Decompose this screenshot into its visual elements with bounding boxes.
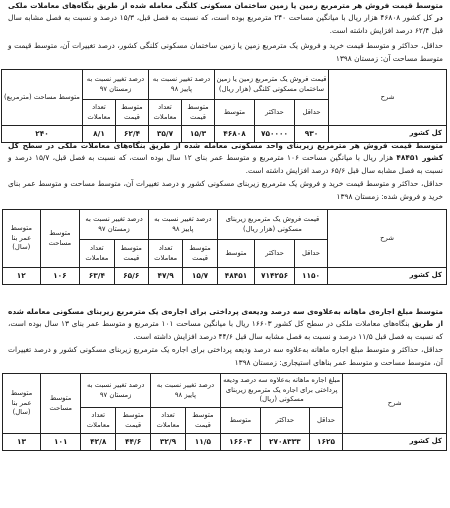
header-max: حداکثر bbox=[255, 100, 295, 126]
header-pct-winter: درصد تغییر نسبت به زمستان ۹۷ bbox=[82, 70, 148, 100]
header-avg-area: متوسط مساحت bbox=[41, 374, 81, 434]
cell-avg: ۴۸۴۵۱ bbox=[217, 268, 255, 285]
cell-avg-area: ۱۰۶ bbox=[40, 268, 80, 285]
section-rent-price bbox=[2, 306, 447, 451]
row-label: کل کشور bbox=[328, 268, 447, 285]
cell-pct-autumn-trans: ۳۲/۹ bbox=[151, 434, 186, 451]
header-num-trans: تعداد معاملات bbox=[82, 100, 115, 126]
paragraph-body: هزار ریال با میانگین مساحت ۱۰۶ مترمربع و متوسط عمر بنای ۱۲ سال بوده است، که نسبت به فصل قبل، ۱۵/۷ درصد و نسبت به فصل مشابه سال قبل ۶۵/۶ درصد افزایش داشته است. bbox=[8, 153, 443, 175]
header-avg-price: متوسط قیمت bbox=[182, 100, 215, 126]
cell-pct-winter-trans: ۶۳/۴ bbox=[80, 268, 114, 285]
row-label: کل کشور bbox=[343, 434, 447, 451]
header-avg-price: متوسط قیمت bbox=[185, 408, 220, 434]
paragraph-body: بنگاه‌های معاملات ملکی در سطح کل کشور ۱۶۶۰۳ ریال با میانگین مساحت ۱۰۱ مترمربع و متوسط عمر بنای ۱۳ سال بوده است، که نسبت به فصل قبل ۱۱/۵ درصد و نسبت به فصل مشابه سال قبل ۴۴/۶ درصد افزایش داشته است. bbox=[8, 319, 443, 341]
header-avg-age: متوسط عمر بنا (سال) bbox=[3, 210, 41, 268]
cell-max: ۲۷۰۸۳۳۳ bbox=[261, 434, 310, 451]
header-min: حداقل bbox=[295, 100, 329, 126]
land-price-table bbox=[1, 69, 447, 143]
cell-avg-age: ۱۲ bbox=[3, 268, 41, 285]
header-min: حداقل bbox=[309, 408, 343, 434]
header-avg-age: متوسط عمر بنا (سال) bbox=[3, 374, 41, 434]
header-avg-price: متوسط قیمت bbox=[116, 408, 151, 434]
table-caption: حداقل، حداکثر و متوسط مبلغ اجاره ماهانه به‌علاوه سه درصد ودیعه پرداختی برای اجاره یک مترمربع زیربنای مسکونی کشور و درصد تغییرات آن، متوسط مساحت و متوسط عمر بناهای استیجاری: زمستان ۱۳۹۸ bbox=[8, 345, 443, 367]
paragraph-title: متوسط مبلغ اجاره‌ی ماهانه به‌علاوه‌ی سه درصد ودیعه‌ی پرداختی برای اجاره‌ی یک مترمربع زیربنای مسکونی معامله شده از طریق bbox=[8, 307, 443, 329]
cell-pct-autumn-price: ۱۵/۳ bbox=[182, 126, 215, 143]
cell-pct-autumn-price: ۱۱/۵ bbox=[185, 434, 220, 451]
section-rent-price-paragraph bbox=[8, 306, 443, 343]
rent-price-table bbox=[2, 373, 447, 451]
header-price-group: مبلغ اجاره ماهانه به‌علاوه سه درصد ودیعه پرداختی برای اجاره یک مترمربع زیربنای مسکونی (ریال) bbox=[220, 374, 343, 408]
cell-min: ۱۱۵۰ bbox=[294, 268, 327, 285]
section-unit-price bbox=[2, 140, 447, 285]
header-avg-price: متوسط قیمت bbox=[183, 240, 217, 268]
header-sharh: شرح bbox=[328, 210, 447, 268]
header-max: حداکثر bbox=[255, 240, 295, 268]
cell-pct-autumn-trans: ۴۷/۹ bbox=[148, 268, 182, 285]
paragraph-body: کل کشور ۴۶۸۰۸ هزار ریال با میانگین مساحت ۲۴۰ مترمربع بوده است، که نسبت به فصل قبل، ۱۵/۳ درصد و نسبت به فصل مشابه سال قبل ۶۲/۴ درصد افزایش داشته است. bbox=[8, 13, 443, 35]
header-pct-winter: درصد تغییر نسبت به زمستان ۹۷ bbox=[81, 374, 151, 408]
table-row bbox=[3, 268, 447, 285]
cell-pct-winter-trans: ۸/۱ bbox=[82, 126, 115, 143]
cell-pct-winter-price: ۶۵/۶ bbox=[114, 268, 148, 285]
header-price-group: قیمت فروش یک مترمربع زیربنای مسکونی (هزار ریال) bbox=[217, 210, 327, 240]
section-unit-price-paragraph bbox=[8, 140, 443, 177]
header-pct-autumn: درصد تغییر نسبت به پاییز ۹۸ bbox=[148, 70, 214, 100]
header-num-trans: تعداد معاملات bbox=[81, 408, 116, 434]
header-avg: متوسط bbox=[217, 240, 255, 268]
header-pct-winter: درصد تغییر نسبت به زمستان ۹۷ bbox=[80, 210, 149, 240]
cell-pct-winter-trans: ۴۲/۸ bbox=[81, 434, 116, 451]
cell-pct-autumn-price: ۱۵/۷ bbox=[183, 268, 217, 285]
header-avg: متوسط bbox=[220, 408, 260, 434]
header-pct-autumn: درصد تغییر نسبت به پاییز ۹۸ bbox=[148, 210, 217, 240]
header-sharh: شرح bbox=[343, 374, 447, 434]
header-pct-autumn: درصد تغییر نسبت به پاییز ۹۸ bbox=[151, 374, 221, 408]
cell-pct-winter-price: ۴۴/۶ bbox=[116, 434, 151, 451]
cell-min: ۹۳۰ bbox=[295, 126, 329, 143]
cell-avg: ۴۶۸۰۸ bbox=[215, 126, 255, 143]
header-num-trans: تعداد معاملات bbox=[148, 100, 181, 126]
header-avg-price: متوسط قیمت bbox=[114, 240, 148, 268]
header-min: حداقل bbox=[294, 240, 327, 268]
header-avg-price: متوسط قیمت bbox=[115, 100, 148, 126]
header-avg: متوسط bbox=[215, 100, 255, 126]
cell-max: ۷۵۰۰۰۰ bbox=[255, 126, 295, 143]
paragraph-title: متوسط قیمت فروش هر مترمربع زیربنای واحد مسکونی معامله شده از طریق بنگاه‌های معاملات ملکی در سطح کل کشور ۴۸۴۵۱ bbox=[8, 141, 443, 163]
cell-max: ۷۱۴۲۵۶ bbox=[255, 268, 295, 285]
table-row bbox=[3, 434, 447, 451]
cell-avg-area: ۱۰۱ bbox=[41, 434, 81, 451]
cell-avg: ۱۶۶۰۳ bbox=[220, 434, 260, 451]
header-num-trans: تعداد معاملات bbox=[151, 408, 186, 434]
header-avg-area: متوسط مساحت (مترمربع) bbox=[1, 70, 82, 126]
table-caption: حداقل، حداکثر و متوسط قیمت خرید و فروش یک مترمربع زیربنای مسکونی کشور و درصد تغییرات آن، متوسط مساحت و متوسط عمر بنای خرید و فروش شده: زمستان ۱۳۹۸ bbox=[8, 179, 443, 201]
cell-avg-age: ۱۳ bbox=[3, 434, 41, 451]
header-num-trans: تعداد معاملات bbox=[148, 240, 182, 268]
cell-pct-winter-price: ۶۲/۴ bbox=[115, 126, 148, 143]
header-price-group: قیمت فروش یک مترمربع زمین یا زمین ساختمان مسکونی کلنگی (هزار ریال) bbox=[215, 70, 329, 100]
row-label: کل کشور bbox=[329, 126, 447, 143]
paragraph-title: متوسط قیمت فروش هر مترمربع زمین یا زمین ساختمان مسکونی کلنگی معامله شده از طریق بنگاه‌های معاملات ملکی در bbox=[8, 1, 443, 23]
header-avg-area: متوسط مساحت bbox=[40, 210, 80, 268]
cell-avg-area: ۲۴۰ bbox=[1, 126, 82, 143]
table-caption: حداقل، حداکثر و متوسط قیمت خرید و فروش یک مترمربع زمین یا زمین ساختمان مسکونی کلنگی کشور، درصد تغییرات آن، متوسط قیمت و متوسط مساحت آن: زمستان ۱۳۹۸ bbox=[8, 41, 443, 63]
header-num-trans: تعداد معاملات bbox=[80, 240, 114, 268]
cell-pct-autumn-trans: ۳۵/۷ bbox=[148, 126, 181, 143]
header-max: حداکثر bbox=[261, 408, 310, 434]
header-sharh: شرح bbox=[329, 70, 447, 126]
cell-min: ۱۶۲۵ bbox=[309, 434, 343, 451]
unit-price-table bbox=[2, 209, 447, 285]
section-land-price bbox=[2, 0, 447, 143]
section-land-price-paragraph bbox=[8, 0, 443, 37]
